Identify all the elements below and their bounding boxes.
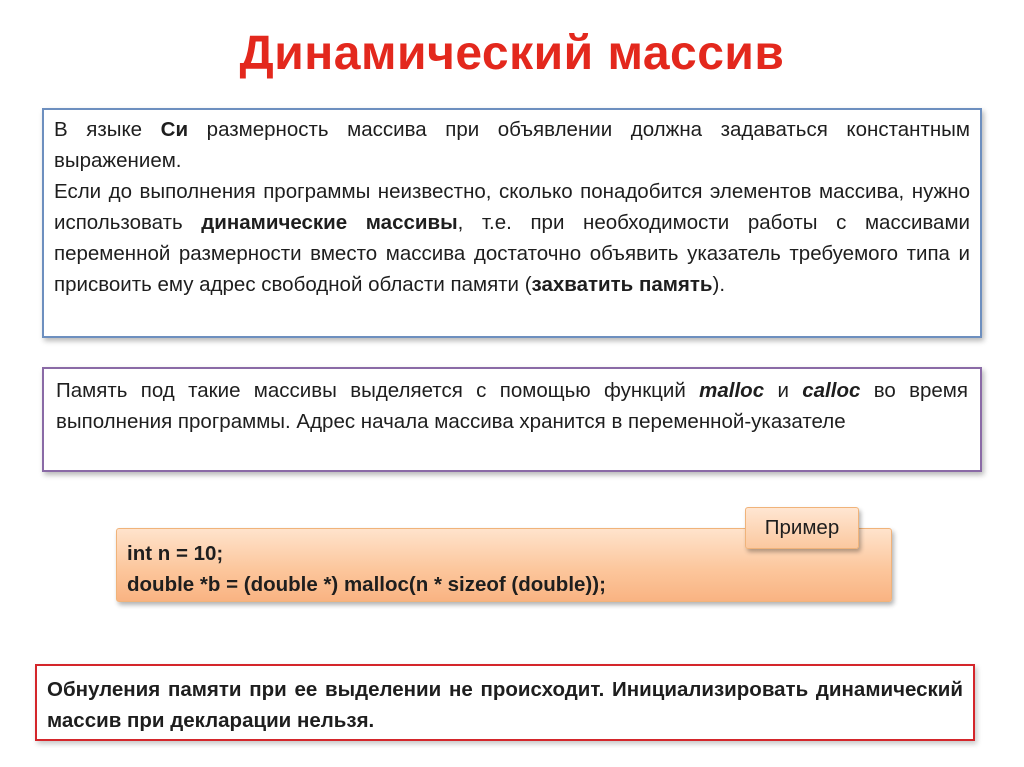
paragraph-constant-size — [54, 114, 970, 176]
code-line-2: double *b = (double *) malloc(n * sizeof (double)); — [127, 573, 606, 596]
info-box-malloc — [42, 367, 982, 472]
term-malloc: malloc — [699, 379, 765, 402]
text-span: Если до выполнения программы неизвестно, сколько понадобится элементов массива, нужно использовать — [54, 180, 970, 234]
text-span: , т.е. при необходимости работы с массивами переменной размерности вместо массива достаточно объявить указатель требуемого типа и присвоить ему адрес свободной области памяти ( — [54, 211, 970, 296]
text-span: Память под такие массивы выделяется с помощью функций — [56, 379, 700, 402]
term-allocate-memory: захватить память — [531, 273, 713, 296]
paragraph-dynamic-arrays — [54, 176, 970, 300]
term-calloc: calloc — [802, 379, 861, 402]
text-span: размерность массива при объявлении должна задаваться константным выражением. — [54, 118, 970, 172]
warning-box — [35, 664, 975, 741]
code-line-1: int n = 10; — [127, 542, 224, 565]
paragraph-malloc — [56, 375, 968, 437]
warning-text: Обнуления памяти при ее выделении не происходит. Инициализировать динамический массив при декларации нельзя. — [47, 678, 963, 732]
term-c: Си — [160, 118, 189, 141]
info-box-static-arrays — [42, 108, 982, 338]
text-span: во время выполнения программы. Адрес начала массива хранится в переменной-указателе — [56, 379, 968, 433]
example-label-tab: Пример — [745, 507, 859, 549]
text-span: и — [764, 379, 803, 402]
term-dynamic-arrays: динамические массивы — [201, 211, 458, 234]
slide-title: Динамический массив — [239, 27, 785, 80]
text-span: В языке — [54, 118, 161, 141]
text-span: ). — [712, 273, 726, 296]
